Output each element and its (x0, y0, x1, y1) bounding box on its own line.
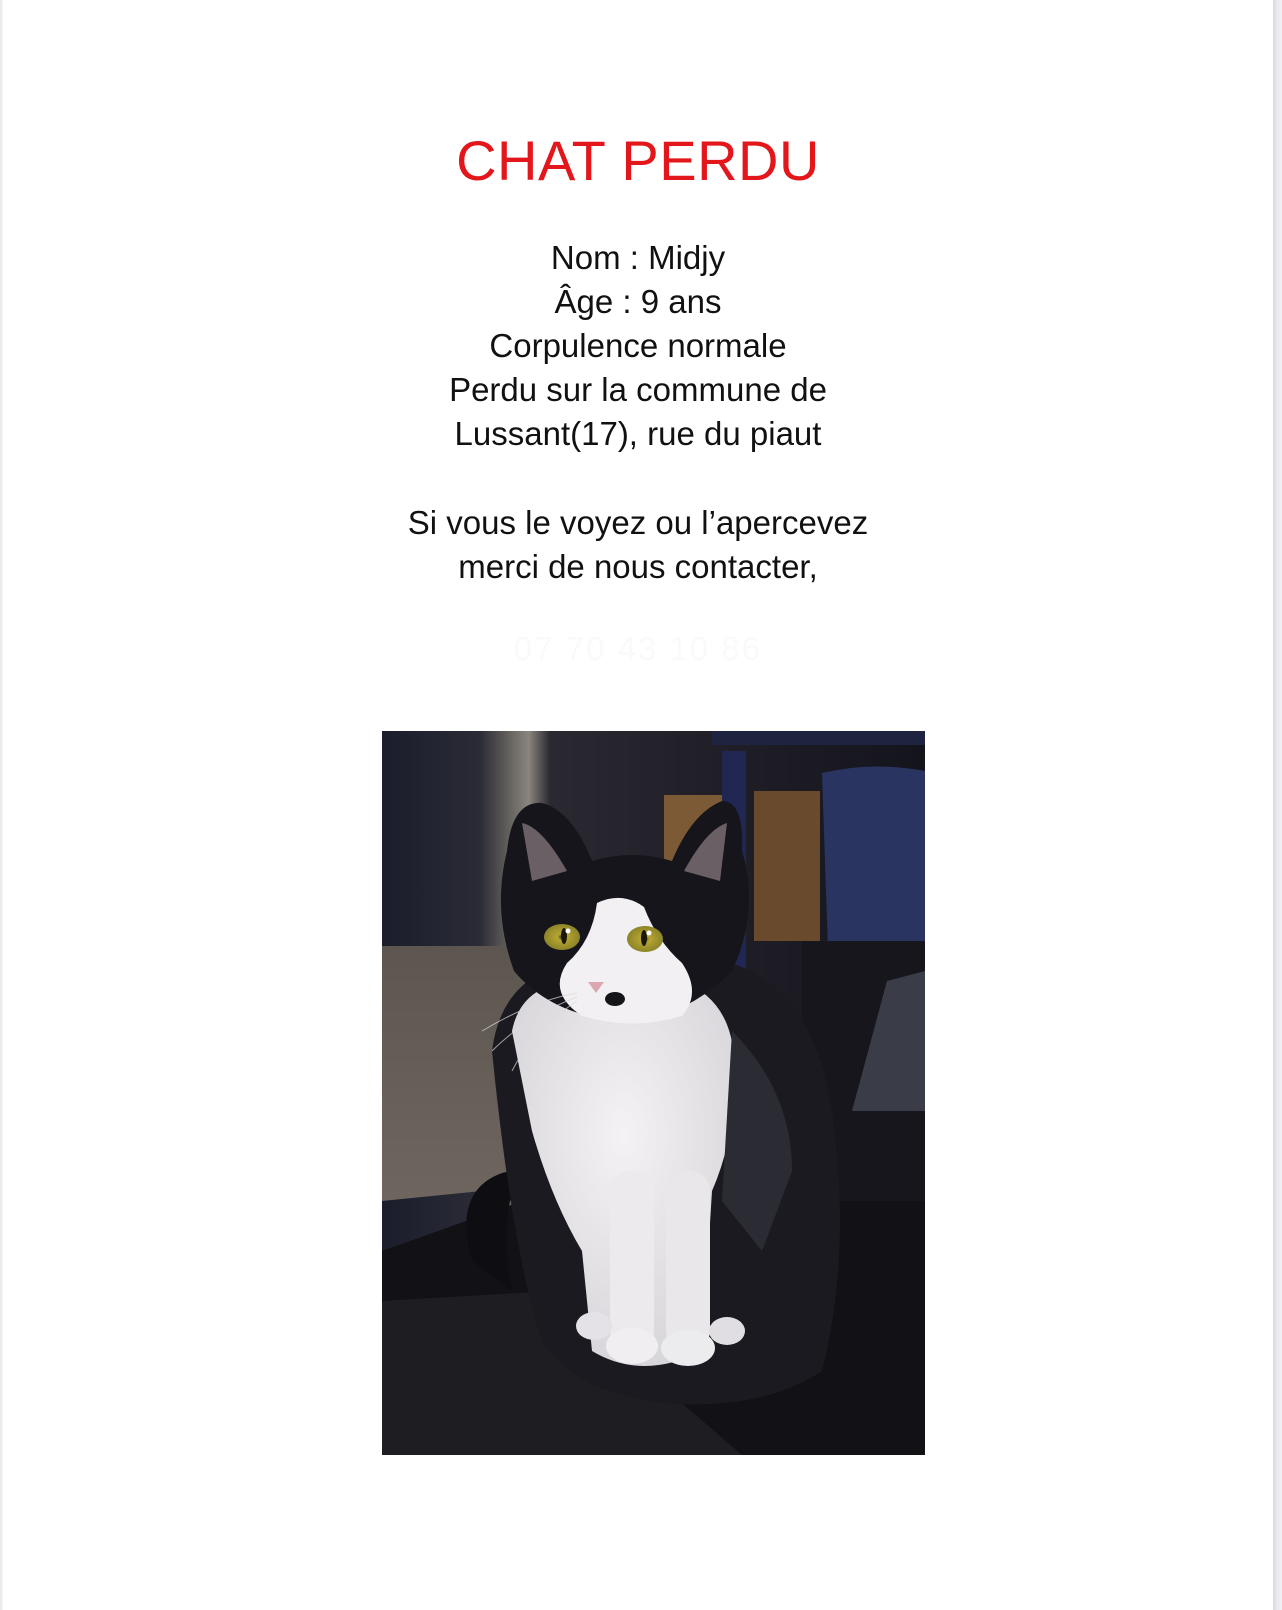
contact-line-1: Si vous le voyez ou l’apercevez (407, 504, 869, 541)
lost-location-line-1: Perdu sur la commune de (449, 371, 827, 408)
phone-number-redacted: 07 70 43 10 86 (513, 630, 763, 667)
flyer-page (3, 0, 1273, 1610)
lost-location-line-2: Lussant(17), rue du piaut (454, 415, 822, 452)
cat-name: Nom : Midjy (550, 239, 726, 276)
cat-illustration (382, 731, 925, 1455)
cat-age: Âge : 9 ans (554, 283, 722, 320)
cat-build: Corpulence normale (489, 327, 787, 364)
contact-request (3, 501, 1273, 589)
cat-photo (382, 731, 925, 1455)
flyer-title: CHAT PERDU (456, 129, 820, 192)
cat-details (3, 236, 1273, 456)
contact-line-2: merci de nous contacter, (458, 548, 818, 585)
page-edge-right (1273, 0, 1282, 1610)
